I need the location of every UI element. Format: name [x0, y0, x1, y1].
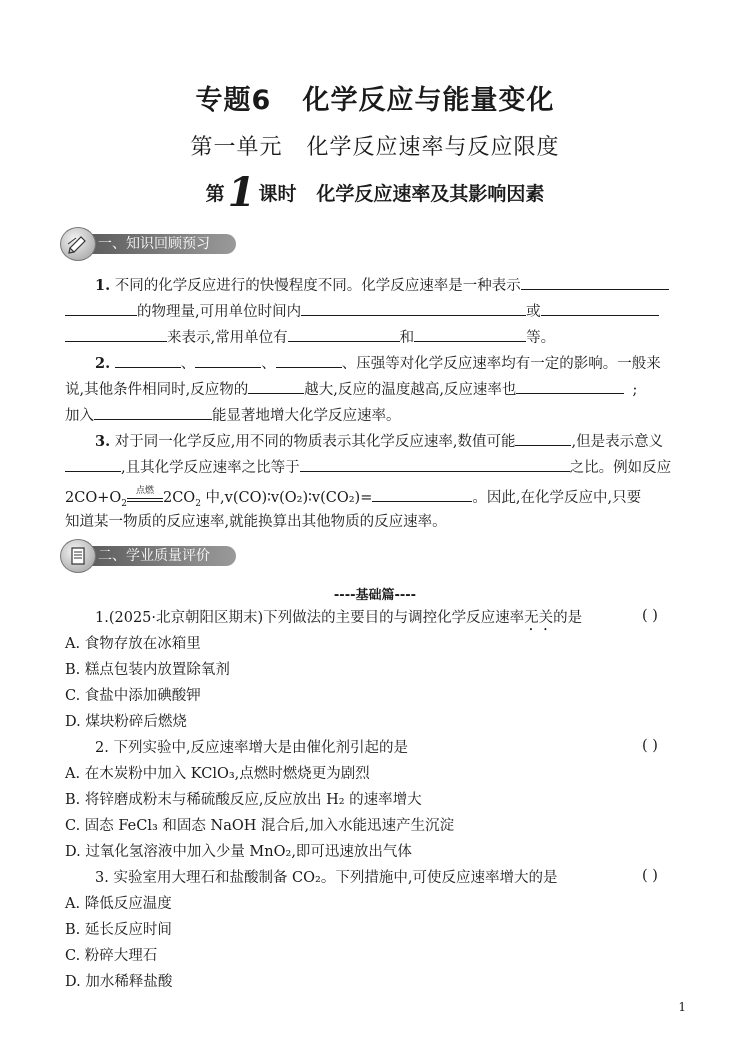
option-c[interactable]: C. 固态 FeCl₃ 和固态 NaOH 混合后,加入水能迅速产生沉淀 — [65, 818, 455, 834]
text: 知道某一物质的反应速率,就能换算出其他物质的反应速率。 — [65, 514, 447, 530]
answer-paren[interactable]: ( ) — [642, 738, 658, 754]
text: 的是 — [553, 610, 583, 626]
review-q3-line3: $2CO+O_2$ 点燃 $2CO_2$ 中,v(CO)∶v(O₂)∶v(CO₂)= 。因此,在化学反应中,只要 — [65, 486, 641, 514]
section-review-label: 一、知识回顾预习 — [82, 234, 236, 254]
unit-title — [0, 130, 750, 161]
option-b[interactable]: B. 将锌磨成粉末与稀硫酸反应,反应放出 H₂ 的速率增大 — [65, 792, 422, 808]
review-q2-line3 — [65, 404, 401, 426]
question-1-stem — [95, 608, 582, 634]
rate-expression: v(CO)∶v(O₂)∶v(CO₂)= — [224, 490, 373, 506]
equation-right: 2CO — [162, 490, 196, 506]
text: 等。 — [526, 330, 556, 346]
text: 不同的化学反应进行的快慢程度不同。化学反应速率是一种表示 — [114, 278, 521, 294]
answer-blank[interactable] — [276, 352, 342, 368]
question-3-stem: 3. 实验室用大理石和盐酸制备 CO₂。下列措施中,可使反应速率增大的是 — [95, 870, 558, 886]
answer-blank[interactable] — [195, 352, 261, 368]
text: 、 — [180, 356, 196, 372]
reaction-condition: 点燃 — [135, 486, 154, 496]
text: 1.(2025·北京朝阳区期末)下列做法的主要目的与调控化学反应速率 — [95, 610, 525, 626]
text: 或 — [526, 304, 541, 320]
review-q1-line1 — [95, 274, 669, 296]
q-number: 2. — [95, 355, 111, 372]
page-number: 1 — [678, 1000, 686, 1014]
option-a[interactable]: A. 降低反应温度 — [65, 896, 172, 912]
option-a[interactable]: A. 在木炭粉中加入 KClO₃,点燃时燃烧更为剧烈 — [65, 766, 370, 782]
text: 。因此,在化学反应中,只要 — [472, 490, 642, 506]
answer-blank[interactable] — [65, 326, 167, 342]
text: ,但是表示意义 — [571, 434, 664, 450]
text: 之比。例如反应 — [569, 460, 672, 476]
lesson-name: 化学反应速率及其影响因素 — [316, 183, 545, 205]
review-q1-line3 — [65, 326, 555, 348]
emphasis-text: 无关 — [524, 610, 554, 626]
text: 的物理量,可用单位时间内 — [137, 304, 302, 320]
answer-blank[interactable] — [521, 274, 669, 290]
review-q3-line2 — [65, 456, 671, 478]
option-d[interactable]: D. 过氧化氢溶液中加入少量 MnO₂,即可迅速放出气体 — [65, 844, 412, 860]
answer-blank[interactable] — [300, 456, 570, 472]
lesson-title — [0, 169, 750, 216]
q-number: 1. — [95, 277, 111, 294]
text: 和 — [399, 330, 415, 346]
text: 加入 — [65, 408, 94, 424]
question-2-stem: 2. 下列实验中,反应速率增大是由催化剂引起的是 — [95, 740, 409, 756]
answer-blank[interactable] — [94, 404, 212, 420]
option-b[interactable]: B. 糕点包装内放置除氧剂 — [65, 662, 230, 678]
text: 中, — [205, 490, 225, 506]
q-number: 3. — [95, 433, 111, 450]
answer-blank[interactable] — [541, 300, 659, 316]
text: 、 — [261, 356, 276, 372]
review-q2-line2 — [65, 378, 637, 400]
answer-blank[interactable] — [288, 326, 400, 342]
text: 对于同一化学反应,用不同的物质表示其化学反应速率,数值可能 — [114, 434, 516, 450]
answer-paren[interactable]: ( ) — [642, 608, 658, 624]
unit-number: 第一单元 — [190, 135, 283, 160]
option-b[interactable]: B. 延长反应时间 — [65, 922, 172, 938]
topic-number: 专题6 — [195, 85, 272, 116]
answer-blank[interactable] — [65, 300, 137, 316]
answer-blank[interactable] — [248, 378, 304, 394]
review-q3-line4 — [65, 512, 447, 532]
answer-blank[interactable] — [516, 378, 624, 394]
lesson-number: 1 — [227, 169, 256, 216]
text: 说,其他条件相同时,反应物的 — [65, 382, 249, 398]
answer-blank[interactable] — [115, 352, 181, 368]
option-a[interactable]: A. 食物存放在冰箱里 — [65, 636, 201, 652]
basic-section-label: ----基础篇---- — [333, 588, 417, 603]
answer-blank[interactable] — [65, 456, 121, 472]
answer-blank[interactable] — [301, 300, 526, 316]
notebook-icon — [60, 227, 96, 261]
lesson-suffix: 课时 — [258, 183, 297, 205]
section-eval-label: 二、学业质量评价 — [82, 546, 236, 566]
answer-blank[interactable] — [414, 326, 526, 342]
review-q1-line2 — [65, 300, 659, 322]
review-q2-line1 — [95, 352, 661, 374]
document-icon — [60, 539, 96, 573]
option-c[interactable]: C. 食盐中添加碘酸钾 — [65, 688, 201, 704]
equation-left: 2CO+O — [65, 490, 122, 506]
answer-paren[interactable]: ( ) — [642, 868, 658, 884]
answer-blank[interactable] — [515, 430, 571, 446]
text: 越大,反应的温度越高,反应速率也 — [304, 382, 517, 398]
topic-title — [0, 78, 750, 117]
unit-name: 化学反应速率与反应限度 — [306, 135, 560, 160]
option-d[interactable]: D. 煤块粉碎后燃烧 — [65, 714, 187, 730]
text: ,且其化学反应速率之比等于 — [121, 460, 300, 476]
text: 来表示,常用单位有 — [167, 330, 288, 346]
option-c[interactable]: C. 粉碎大理石 — [65, 948, 158, 964]
review-q3-line1 — [95, 430, 663, 452]
topic-name: 化学反应与能量变化 — [302, 85, 555, 116]
option-d[interactable]: D. 加水稀释盐酸 — [65, 974, 173, 990]
lesson-prefix: 第 — [205, 183, 225, 205]
text: 能显著地增大化学反应速率。 — [212, 408, 401, 424]
text: ; — [632, 382, 638, 398]
reaction-arrow — [127, 486, 163, 502]
text: 、压强等对化学反应速率均有一定的影响。一般来 — [341, 356, 661, 372]
answer-blank[interactable] — [372, 486, 472, 502]
